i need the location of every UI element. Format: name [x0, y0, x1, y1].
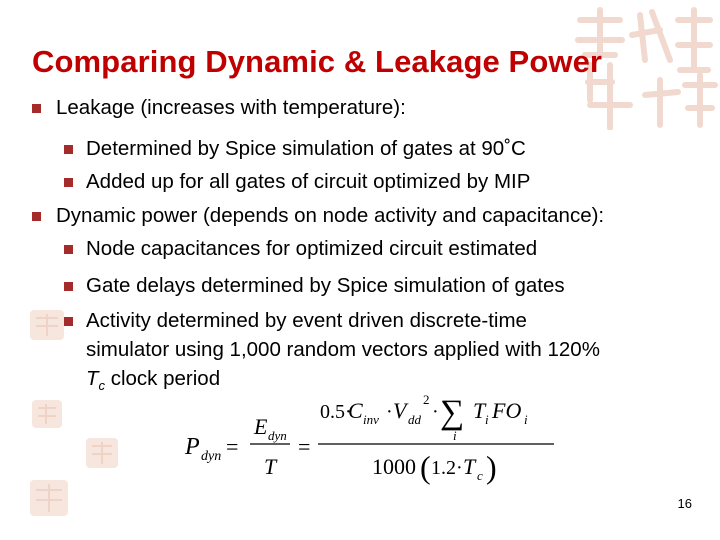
svg-text:·: ·: [432, 401, 439, 423]
bullet-marker-icon: [64, 282, 73, 291]
svg-text:∑: ∑: [440, 394, 465, 431]
list-item: Gate delays determined by Spice simulation of gates: [86, 274, 565, 298]
list-item: Determined by Spice simulation of gates at 90˚C: [86, 137, 526, 161]
svg-text:C: C: [348, 398, 363, 423]
svg-text:T: T: [473, 398, 486, 423]
dynamic-power-formula: [180, 392, 560, 492]
svg-text:1000: 1000: [372, 454, 416, 479]
bullet-marker-icon: [64, 178, 73, 187]
list-item: Added up for all gates of circuit optimized by MIP: [86, 170, 530, 194]
list-item-continuation: simulator using 1,000 random vectors applied with 120%: [86, 338, 600, 361]
list-item: Dynamic power (depends on node activity and capacitance):: [56, 204, 604, 228]
list-item: Leakage (increases with temperature):: [56, 96, 406, 120]
svg-text:dd: dd: [408, 412, 421, 427]
svg-text:c: c: [477, 468, 483, 483]
bullet-marker-icon: [64, 145, 73, 154]
svg-text:V: V: [393, 398, 407, 423]
svg-text:i: i: [485, 412, 489, 427]
svg-text:P: P: [185, 434, 200, 460]
list-item-continuation: $T_c$ clock period: [86, 367, 221, 394]
svg-text:0.5·: 0.5·: [320, 401, 352, 423]
svg-text:2: 2: [423, 392, 430, 407]
svg-text:=: =: [298, 434, 311, 459]
svg-text:dyn: dyn: [201, 449, 222, 464]
bullet-marker-icon: [64, 317, 73, 326]
bullet-marker-icon: [32, 212, 41, 221]
svg-text:): ): [486, 449, 497, 485]
svg-text:inv: inv: [363, 412, 379, 427]
svg-text:dyn: dyn: [268, 428, 287, 443]
svg-text:(: (: [420, 449, 431, 485]
page-number: 16: [677, 496, 692, 511]
svg-text:E: E: [254, 414, 268, 439]
svg-text:·: ·: [386, 401, 393, 423]
svg-text:T: T: [463, 454, 476, 479]
list-item: Node capacitances for optimized circuit estimated: [86, 237, 537, 261]
svg-text:T: T: [264, 454, 277, 479]
svg-text:i: i: [524, 412, 528, 427]
bullet-marker-icon: [32, 104, 41, 113]
list-item: Activity determined by event driven discrete-time: [86, 309, 527, 333]
svg-text:=: =: [226, 434, 239, 459]
svg-text:FO: FO: [492, 398, 522, 423]
svg-text:1.2·: 1.2·: [431, 457, 463, 479]
bullet-marker-icon: [64, 245, 73, 254]
svg-text:i: i: [453, 428, 457, 443]
slide-title: Comparing Dynamic & Leakage Power: [32, 44, 603, 79]
